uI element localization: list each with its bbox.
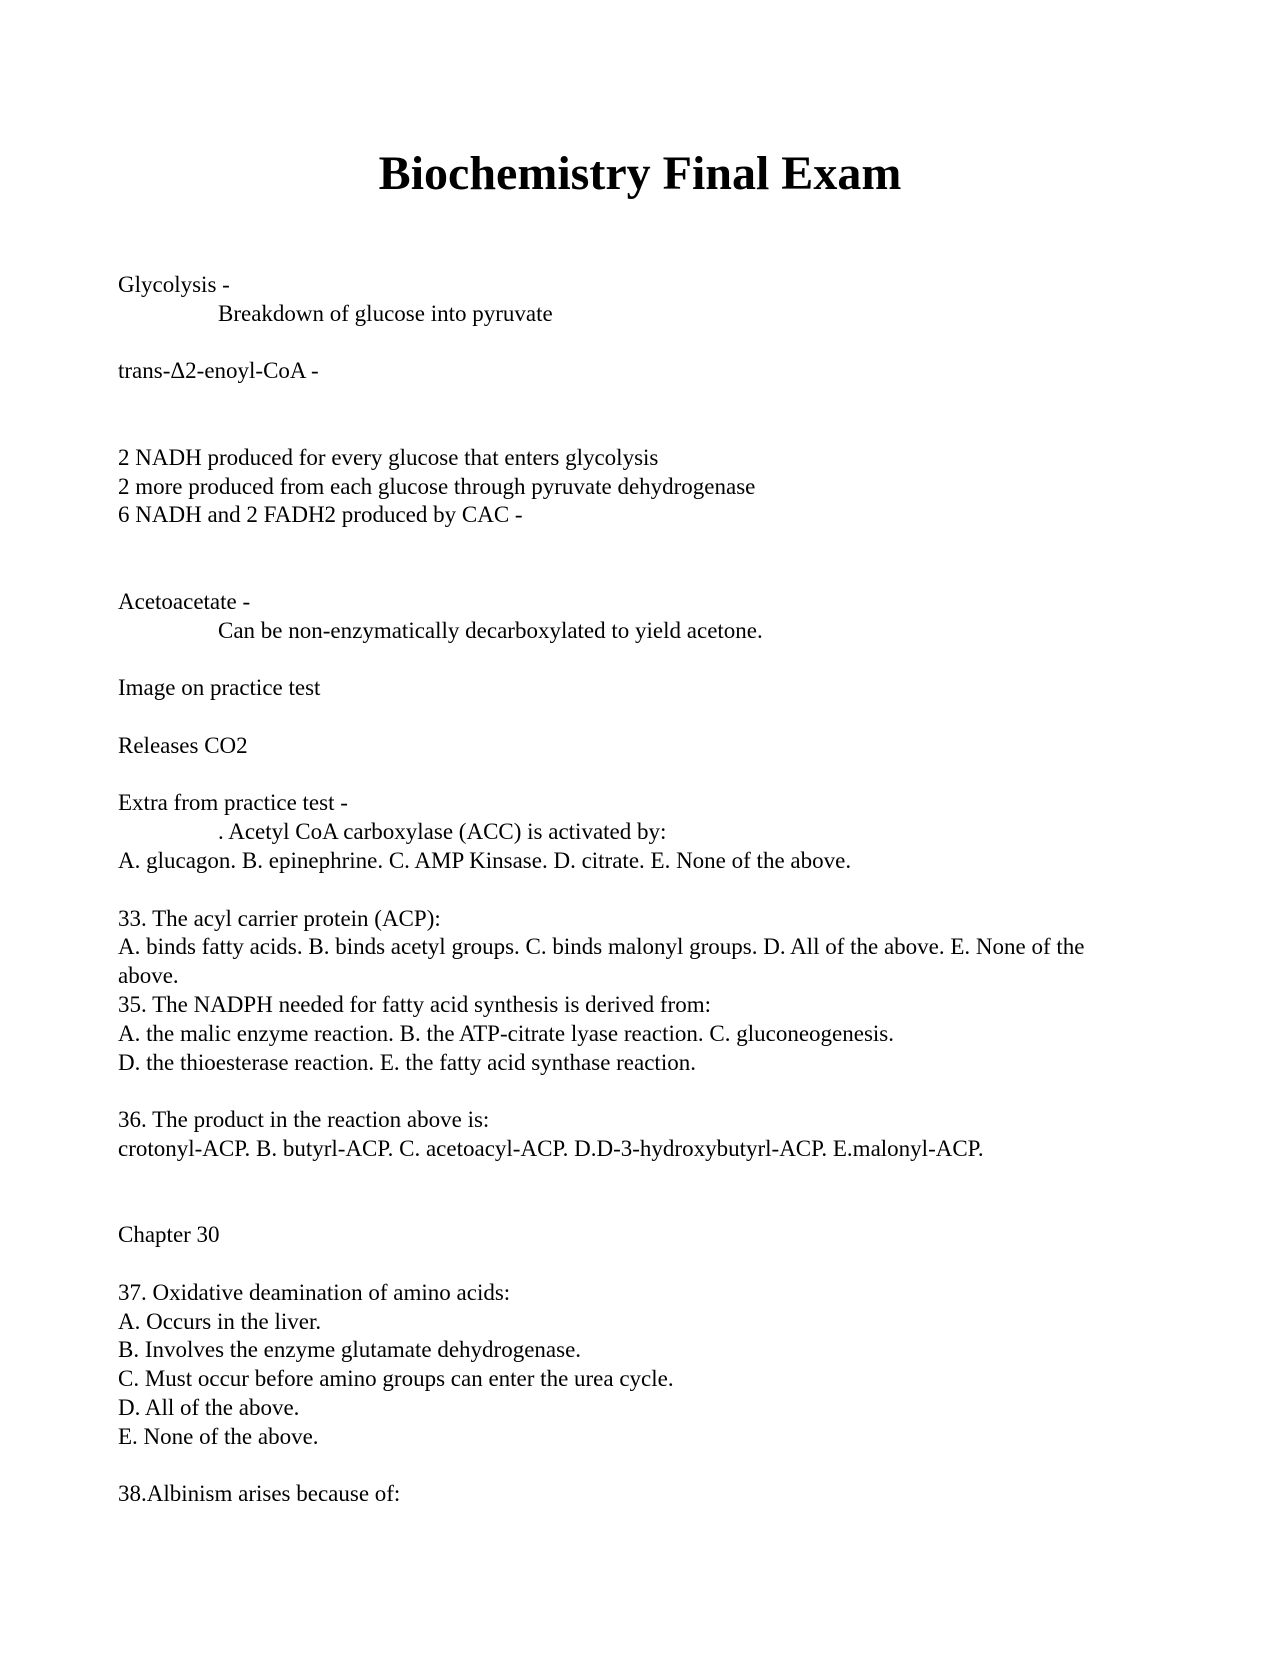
page-title: Biochemistry Final Exam [378, 147, 902, 200]
releases-co2: Releases CO2 [118, 732, 248, 758]
question-36: 36. The product in the reaction above is: [118, 1107, 490, 1133]
glycolysis-definition: Breakdown of glucose into pyruvate [218, 300, 553, 326]
image-note: Image on practice test [118, 675, 321, 701]
question-37-option-a: A. Occurs in the liver. [118, 1308, 322, 1334]
question-33-answers: A. binds fatty acids. B. binds acetyl groups. C. binds malonyl groups. D. All of the above. E. None of the above. [118, 934, 1085, 989]
acetoacetate-term: Acetoacetate - [118, 588, 251, 614]
question-37: 37. Oxidative deamination of amino acids: [118, 1279, 511, 1305]
acc-question: . Acetyl CoA carboxylase (ACC) is activated by: [218, 819, 667, 845]
nadh-line-1: 2 NADH produced for every glucose that enters glycolysis [118, 444, 659, 470]
nadh-line-3: 6 NADH and 2 FADH2 produced by CAC - [118, 502, 523, 528]
glycolysis-term: Glycolysis - [118, 272, 230, 297]
extra-term: Extra from practice test - [118, 790, 348, 816]
question-35-answers-1: A. the malic enzyme reaction. B. the ATP-citrate lyase reaction. C. gluconeogenesis. [118, 1020, 894, 1046]
nadh-line-2: 2 more produced from each glucose through pyruvate dehydrogenase [118, 473, 756, 499]
acc-answers: A. glucagon. B. epinephrine. C. AMP Kinsase. D. citrate. E. None of the above. [118, 847, 852, 873]
question-37-option-e: E. None of the above. [118, 1423, 319, 1449]
question-33: 33. The acyl carrier protein (ACP): [118, 905, 441, 931]
question-38: 38.Albinism arises because of: [118, 1481, 401, 1507]
question-37-option-c: C. Must occur before amino groups can enter the urea cycle. [118, 1366, 674, 1392]
question-37-option-b: B. Involves the enzyme glutamate dehydrogenase. [118, 1337, 582, 1363]
question-35-answers-2: D. the thioesterase reaction. E. the fatty acid synthase reaction. [118, 1049, 696, 1075]
chapter-heading: Chapter 30 [118, 1222, 220, 1248]
question-36-answers: crotonyl-ACP. B. butyrl-ACP. C. acetoacyl-ACP. D.D-3-hydroxybutyrl-ACP. E.malonyl-ACP. [118, 1135, 984, 1161]
question-35: 35. The NADPH needed for fatty acid synthesis is derived from: [118, 991, 711, 1017]
acetoacetate-definition: Can be non-enzymatically decarboxylated to yield acetone. [218, 617, 763, 643]
document-body [118, 271, 1138, 1509]
question-37-option-d: D. All of the above. [118, 1395, 300, 1421]
enoyl-coa-term: trans-Δ2-enoyl-CoA - [118, 358, 319, 384]
